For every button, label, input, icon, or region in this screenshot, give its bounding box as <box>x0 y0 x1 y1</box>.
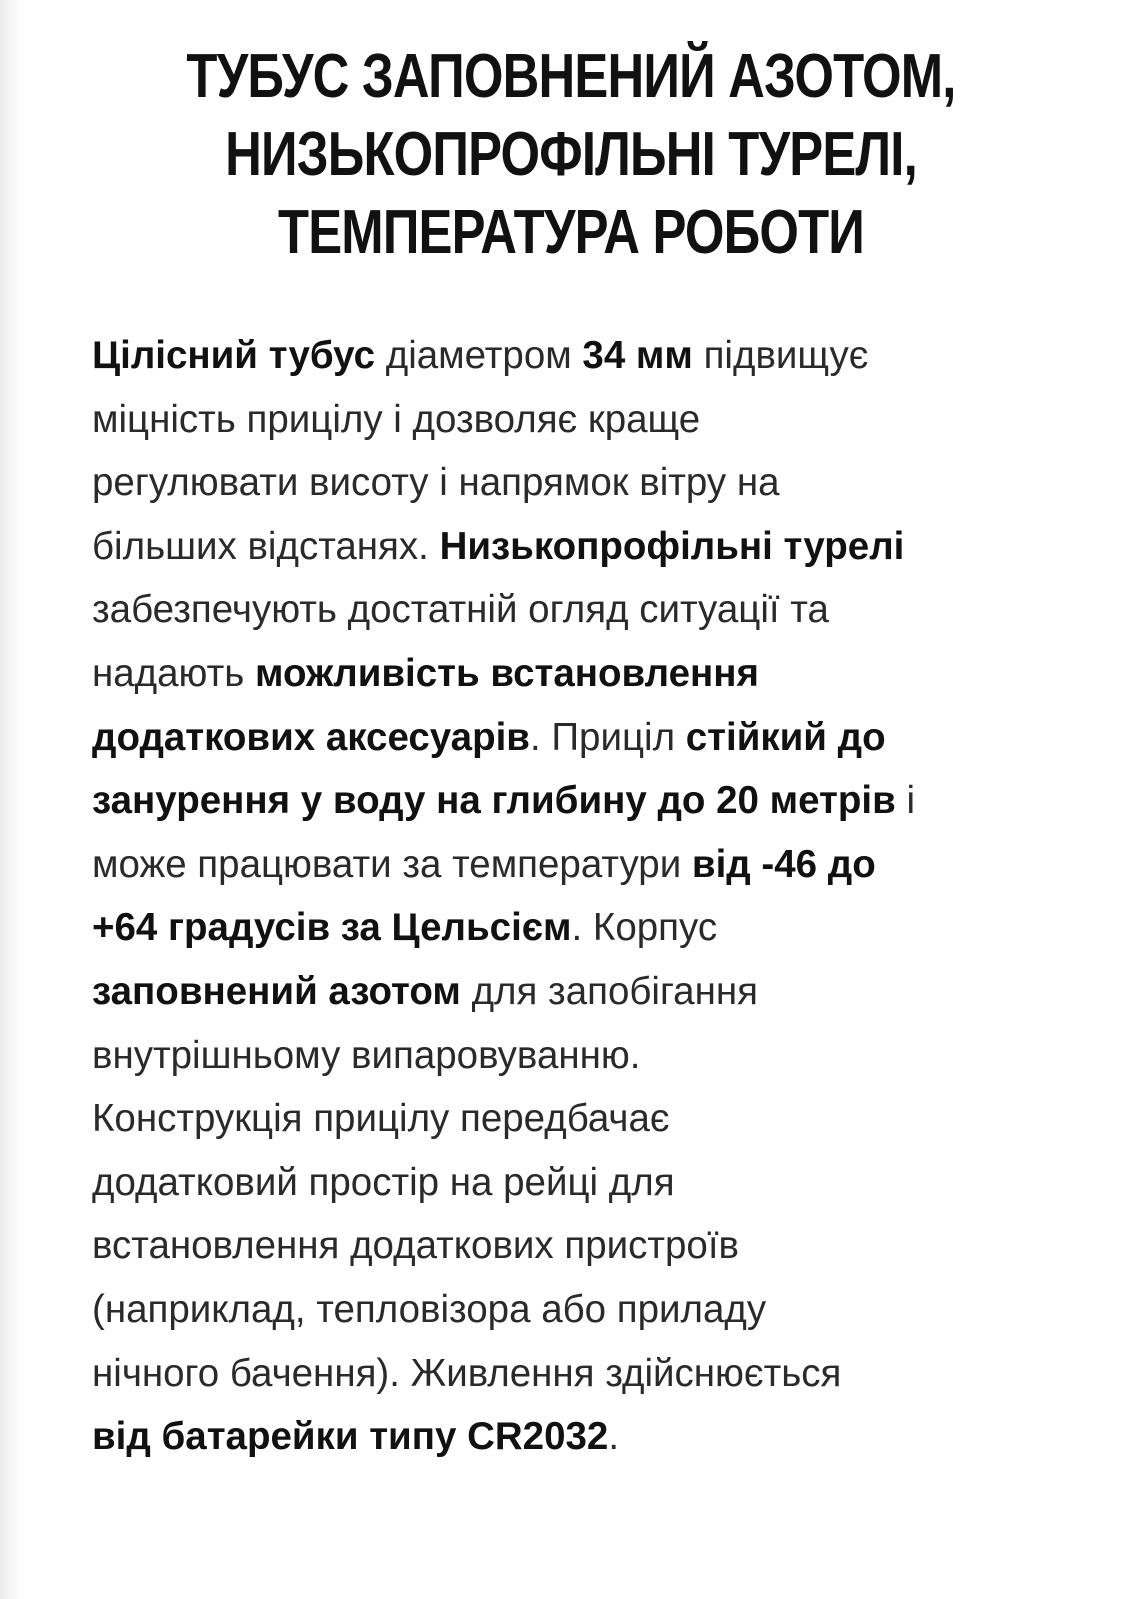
article-body <box>92 324 1072 1469</box>
left-edge-shadow <box>0 0 22 1599</box>
text-run: підвищує <box>692 334 869 377</box>
bold-text-run: можливість встановлення <box>254 651 760 695</box>
text-run: для запобігання <box>460 969 758 1013</box>
headline-line: ТУБУС ЗАПОВНЕНИЙ АЗОТОМ, <box>186 42 956 111</box>
body-line <box>92 451 1072 515</box>
text-run: (наприклад, тепловізора або приладу <box>92 1287 767 1331</box>
bold-text-run: від батарейки типу CR2032 <box>92 1415 609 1459</box>
body-line <box>92 515 1072 579</box>
body-line <box>92 324 1072 388</box>
bold-text-run: 34 мм <box>582 334 693 377</box>
bold-text-run: занурення у воду на глибину до 20 метрів <box>92 779 896 823</box>
text-run: внутрішньому випаровуванню. <box>92 1033 641 1077</box>
headline-line: ТЕМПЕРАТУРА РОБОТИ <box>277 198 865 267</box>
body-line <box>92 1024 1072 1088</box>
text-run: і <box>895 779 916 823</box>
text-run: міцність прицілу і дозволяє краще <box>92 397 701 441</box>
text-run: забезпечують достатній огляд ситуації та <box>92 588 829 632</box>
body-line <box>92 578 1072 642</box>
text-run: додатковий простір на рейці для <box>92 1160 675 1204</box>
body-line <box>92 896 1072 960</box>
headline-line: НИЗЬКОПРОФІЛЬНІ ТУРЕЛІ, <box>225 120 917 189</box>
text-run: встановлення додаткових пристроїв <box>92 1224 739 1268</box>
bold-text-run: стійкий до <box>685 715 886 759</box>
text-run: більших відстанях. <box>92 524 440 568</box>
body-line <box>92 769 1072 833</box>
body-line <box>92 1151 1072 1215</box>
bold-text-run: Цілісний тубус <box>92 334 376 377</box>
text-run: діаметром <box>375 334 583 377</box>
body-line <box>92 960 1072 1024</box>
body-line <box>92 833 1072 897</box>
body-line <box>92 388 1072 452</box>
text-run: може працювати за температури <box>92 842 692 886</box>
text-run: надають <box>92 651 255 695</box>
text-run: нічного бачення). Живлення здійснюється <box>92 1351 842 1395</box>
bold-text-run: заповнений азотом <box>92 969 461 1013</box>
bold-text-run: додаткових аксесуарів <box>92 715 530 759</box>
text-run: регулювати висоту і напрямок вітру на <box>92 461 780 505</box>
article-headline <box>136 38 1007 272</box>
body-line <box>92 1342 1072 1406</box>
body-line <box>92 1087 1072 1151</box>
body-line <box>92 1278 1072 1342</box>
body-line <box>92 1405 1072 1469</box>
text-run: . Приціл <box>529 715 686 759</box>
text-run: . Корпус <box>571 906 718 950</box>
text-run: . <box>608 1415 620 1459</box>
body-line <box>92 1214 1072 1278</box>
text-run: Конструкція прицілу передбачає <box>92 1097 670 1141</box>
bold-text-run: від -46 до <box>691 842 876 886</box>
bold-text-run: Низькопрофільні турелі <box>439 524 905 568</box>
bold-text-run: +64 градусів за Цельсієм <box>92 906 572 950</box>
body-line <box>92 642 1072 706</box>
body-line <box>92 706 1072 770</box>
